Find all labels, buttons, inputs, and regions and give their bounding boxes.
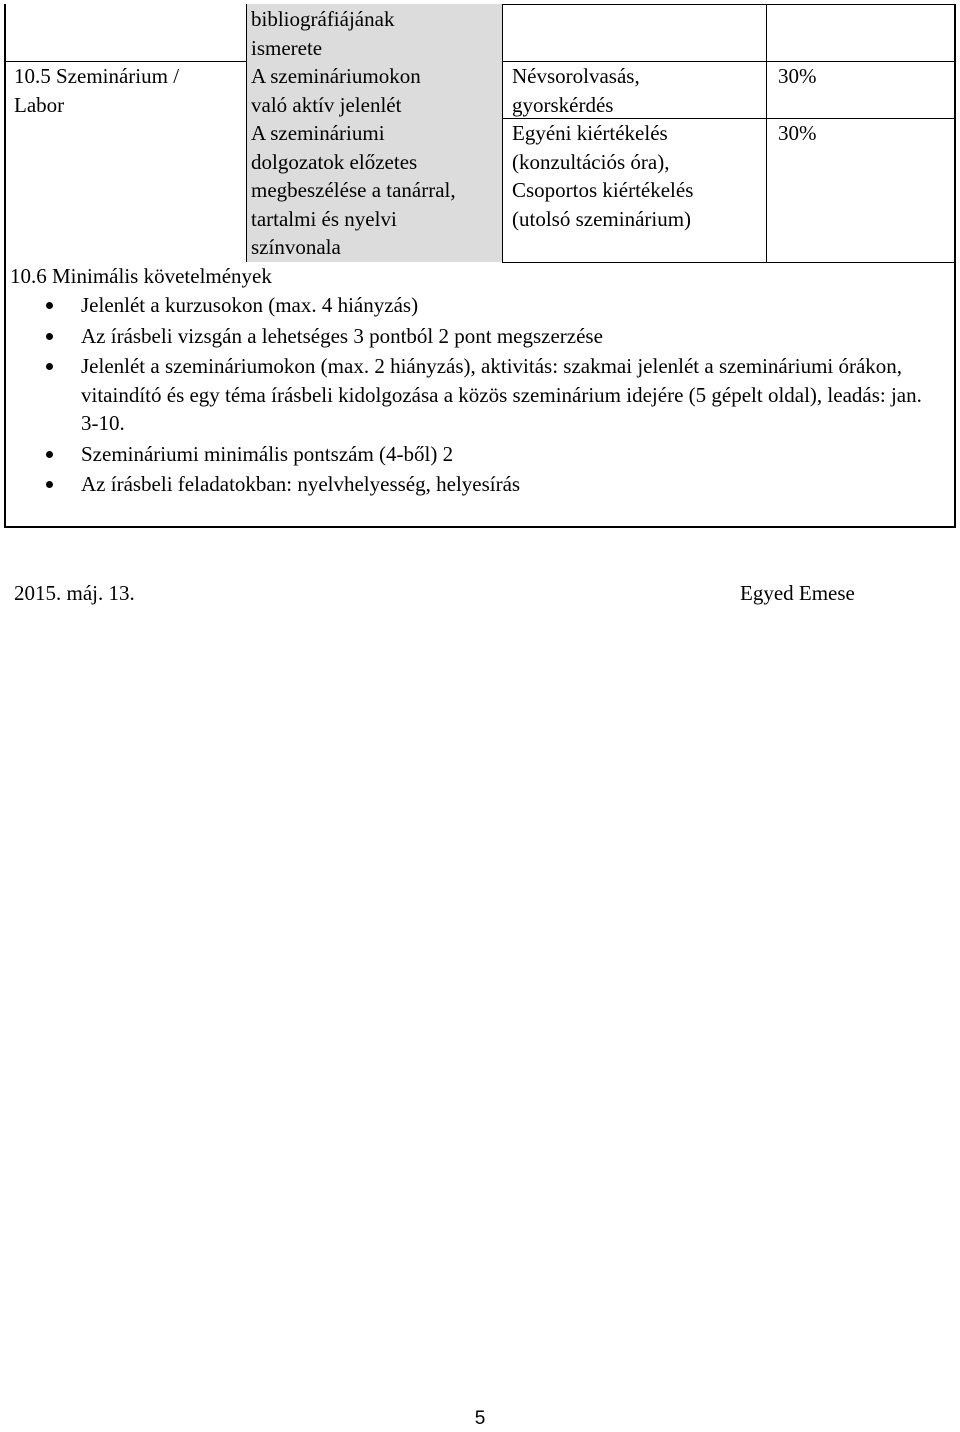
criteria-top-line-2: ismerete bbox=[251, 35, 323, 60]
minimum-requirements-list bbox=[0, 291, 960, 501]
list-item bbox=[0, 440, 941, 469]
bullet-icon bbox=[46, 451, 53, 458]
minimum-requirements-title: 10.6 Minimális követelmények bbox=[10, 264, 272, 288]
method-evaluation-line-4: (utolsó szeminárium) bbox=[512, 206, 692, 231]
criteria-papers-line-4: tartalmi és nyelvi bbox=[251, 206, 397, 231]
table-row-divider-106-right bbox=[502, 262, 954, 263]
criteria-papers-line-3: megbeszélése a tanárral, bbox=[251, 178, 456, 202]
bullet-icon bbox=[46, 333, 53, 340]
table-top-line-right bbox=[502, 4, 956, 5]
list-item bbox=[0, 352, 941, 438]
list-item-text: Az írásbeli vizsgán a lehetséges 3 pontból 2 pont megszerzése bbox=[81, 323, 603, 348]
table-col-divider-2 bbox=[502, 4, 503, 262]
list-item-text: Jelenlét a kurzusokon (max. 4 hiányzás) bbox=[81, 293, 419, 317]
footer-date: 2015. máj. 13. bbox=[14, 581, 135, 605]
bullet-icon bbox=[46, 363, 53, 370]
criteria-top bbox=[251, 5, 394, 62]
method-roll-call-line-1: Névsorolvasás, bbox=[512, 64, 640, 88]
row-105-label bbox=[14, 62, 179, 119]
method-roll-call bbox=[512, 62, 640, 119]
list-item bbox=[0, 291, 941, 320]
criteria-papers bbox=[251, 119, 456, 262]
list-item bbox=[0, 322, 941, 351]
footer-author: Egyed Emese bbox=[740, 581, 855, 605]
criteria-attendance-line-2: való aktív jelenlét bbox=[251, 92, 402, 117]
row-105-label-line-1: 10.5 Szeminárium / bbox=[14, 64, 180, 88]
criteria-papers-line-5: színvonala bbox=[251, 235, 341, 259]
criteria-papers-line-1: A szemináriumi bbox=[251, 121, 385, 145]
bullet-icon bbox=[46, 481, 53, 488]
weight-evaluation: 30% bbox=[778, 121, 817, 145]
list-item bbox=[0, 470, 941, 499]
list-item-text: Az írásbeli feladatokban: nyelvhelyesség, helyesírás bbox=[81, 472, 521, 496]
page-number: 5 bbox=[474, 1408, 486, 1429]
table-border-bottom bbox=[4, 526, 956, 528]
list-item-text: Szemináriumi minimális pontszám (4-ből) 2 bbox=[81, 441, 454, 466]
list-item-text: Jelenlét a szemináriumokon (max. 2 hiányzás), aktivitás: szakmai jelenlét a szemináriumi órákon, vitaindító és egy téma írásbeli kidolgozása a közös szeminárium idejére (5 gépelt oldal), leadás: jan. 3-10. bbox=[81, 354, 922, 435]
bullet-icon bbox=[46, 302, 53, 309]
method-evaluation-line-3: Csoportos kiértékelés bbox=[512, 178, 694, 202]
table-col-divider-3 bbox=[766, 4, 767, 262]
criteria-attendance-line-1: A szemináriumokon bbox=[251, 64, 421, 88]
method-evaluation-line-1: Egyéni kiértékelés bbox=[512, 121, 668, 145]
table-col-divider-1 bbox=[246, 4, 247, 262]
criteria-papers-line-2: dolgozatok előzetes bbox=[251, 149, 418, 174]
method-roll-call-line-2: gyorskérdés bbox=[512, 92, 614, 117]
weight-attendance: 30% bbox=[778, 64, 817, 88]
criteria-attendance bbox=[251, 62, 421, 119]
method-evaluation bbox=[512, 119, 693, 233]
row-105-label-line-2: Labor bbox=[14, 92, 65, 117]
criteria-top-line-1: bibliográfiájának bbox=[251, 7, 395, 31]
method-evaluation-line-2: (konzultációs óra), bbox=[512, 149, 670, 174]
